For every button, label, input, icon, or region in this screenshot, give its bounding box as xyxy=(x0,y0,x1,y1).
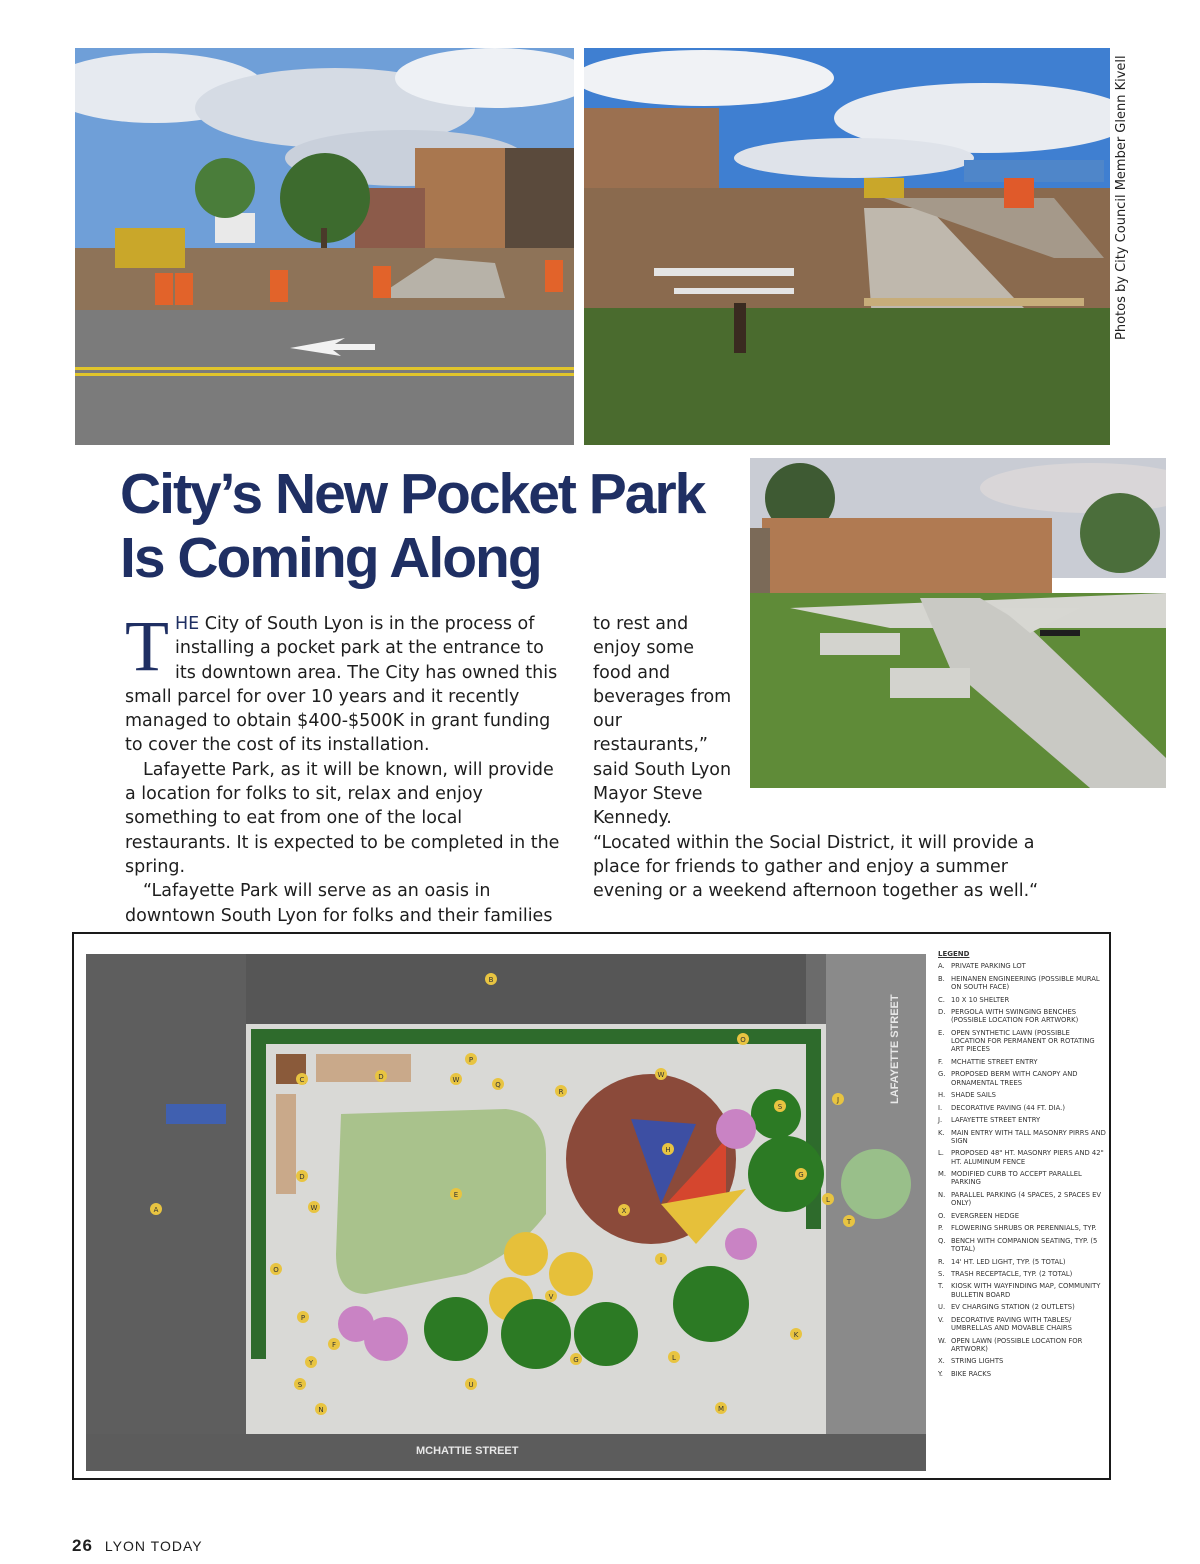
headline-line-1: City’s New Pocket Park xyxy=(120,462,705,526)
legend-key: H. xyxy=(938,1091,946,1100)
legend-title: LEGEND xyxy=(938,950,970,958)
legend-text: MODIFIED CURB TO ACCEPT PARALLEL PARKING xyxy=(951,1170,1082,1187)
paragraph-3: “Lafayette Park will serve as an oasis in downtown South Lyon for folks and their families xyxy=(125,881,553,926)
plan-marker xyxy=(545,1290,557,1302)
paragraph-1 xyxy=(125,606,565,758)
plan-marker-letter: W xyxy=(657,1071,665,1079)
legend-key: A. xyxy=(938,962,945,971)
site-plan-drawing xyxy=(86,954,926,1471)
legend-text: EVERGREEN HEDGE xyxy=(951,1211,1019,1220)
plan-marker-letter: X xyxy=(621,1207,627,1215)
legend-item xyxy=(938,1129,1106,1146)
legend-text: PROPOSED 48" HT. MASONRY PIERS AND 42" HT. ALUMINUM FENCE xyxy=(951,1149,1104,1166)
lead-in: HE xyxy=(174,614,200,634)
legend-item xyxy=(938,996,1106,1004)
paragraph-4: “Located within the Social District, it will provide a place for friends to gather and enjoy a summer evening or a weekend afternoon together as well.“ xyxy=(593,832,1039,902)
plan-marker xyxy=(150,1203,162,1215)
plan-marker-letter: Q xyxy=(495,1081,501,1089)
legend-item xyxy=(938,1104,1106,1112)
plan-marker-letter: W xyxy=(310,1204,318,1212)
legend-key: X. xyxy=(938,1357,945,1366)
construction-photo-site-grading xyxy=(584,48,1110,445)
plan-marker xyxy=(328,1338,340,1350)
legend-key: Y. xyxy=(938,1369,943,1378)
legend-item xyxy=(938,975,1106,992)
legend-text: DECORATIVE PAVING WITH TABLES/ UMBRELLAS AND MOVABLE CHAIRS xyxy=(951,1315,1072,1333)
legend-key: T. xyxy=(938,1282,944,1291)
legend-text: HEINANEN ENGINEERING (POSSIBLE MURAL ON SOUTH FACE) xyxy=(951,974,1100,992)
legend-item xyxy=(938,1224,1106,1232)
plan-marker-letter: G xyxy=(573,1356,579,1364)
plan-marker xyxy=(305,1356,317,1368)
legend-item xyxy=(938,1357,1106,1365)
legend-key: C. xyxy=(938,995,945,1004)
plan-marker-letter: W xyxy=(452,1076,460,1084)
legend-item xyxy=(938,1270,1106,1278)
plan-marker xyxy=(450,1073,462,1085)
legend-item xyxy=(938,1091,1106,1099)
legend-item xyxy=(938,1237,1106,1254)
legend-item xyxy=(938,1116,1106,1124)
legend-text: OPEN LAWN (POSSIBLE LOCATION FOR ARTWORK) xyxy=(951,1336,1083,1353)
plan-marker xyxy=(308,1201,320,1213)
legend-key: G. xyxy=(938,1070,946,1079)
plan-marker xyxy=(450,1188,462,1200)
article-column-1 xyxy=(125,606,565,928)
plan-marker xyxy=(832,1093,844,1105)
legend-text: 14' HT. LED LIGHT, TYP. (5 TOTAL) xyxy=(951,1257,1066,1266)
plan-marker-letter: Y xyxy=(308,1359,314,1367)
legend-item xyxy=(938,1008,1106,1025)
street-label-east: LAFAYETTE STREET xyxy=(889,994,901,1104)
plan-marker-letter: L xyxy=(826,1196,830,1204)
plan-marker xyxy=(655,1253,667,1265)
legend-text: FLOWERING SHRUBS OR PERENNIALS, TYP. xyxy=(951,1224,1097,1233)
plan-marker-letter: J xyxy=(836,1096,840,1104)
plan-marker-letter: R xyxy=(558,1088,564,1096)
plan-marker xyxy=(296,1170,308,1182)
plan-marker-letter: G xyxy=(798,1171,804,1179)
dropcap: T xyxy=(125,606,169,686)
legend-text: BIKE RACKS xyxy=(951,1369,992,1378)
legend-key: O. xyxy=(938,1211,946,1220)
legend-item xyxy=(938,1316,1106,1333)
plan-marker-letter: U xyxy=(468,1381,474,1389)
paragraph-3-continued: to rest and enjoy some food and beverages from our restaurants,” said South Lyon Mayor Steve Kennedy. xyxy=(593,614,732,829)
legend-item xyxy=(938,1370,1106,1378)
legend-text: KIOSK WITH WAYFINDING MAP, COMMUNITY BULLETIN BOARD xyxy=(951,1282,1101,1299)
plan-marker xyxy=(662,1143,674,1155)
plan-marker-letter: S xyxy=(777,1103,783,1111)
plan-marker-letter: P xyxy=(468,1056,474,1064)
legend-key: E. xyxy=(938,1028,945,1037)
photo-credit: Photos by City Council Member Glenn Kivell xyxy=(1114,55,1129,340)
legend-key: V. xyxy=(938,1315,944,1324)
headline-line-2: Is Coming Along xyxy=(120,526,541,590)
legend-key: L. xyxy=(938,1149,944,1158)
plan-marker-letter: H xyxy=(665,1146,671,1154)
legend-item xyxy=(938,1170,1106,1187)
legend-item xyxy=(938,1149,1106,1166)
plan-marker xyxy=(715,1402,727,1414)
legend-text: OPEN SYNTHETIC LAWN (POSSIBLE LOCATION FOR PERMANENT OR ROTATING ART PIECES xyxy=(951,1028,1095,1054)
plan-marker xyxy=(492,1078,504,1090)
legend-text: MAIN ENTRY WITH TALL MASONRY PIRRS AND SIGN xyxy=(951,1128,1106,1145)
legend-text: PRIVATE PARKING LOT xyxy=(951,962,1026,971)
legend-key: W. xyxy=(938,1336,947,1345)
legend-item xyxy=(938,1282,1106,1299)
plan-marker-letter: P xyxy=(300,1314,306,1322)
legend-item xyxy=(938,1337,1106,1354)
legend-key: Q. xyxy=(938,1236,946,1245)
plan-marker-letter: T xyxy=(846,1218,852,1226)
legend-item xyxy=(938,1029,1106,1054)
plan-marker-letter: A xyxy=(153,1206,159,1214)
legend-item xyxy=(938,1212,1106,1220)
legend-key: U. xyxy=(938,1303,946,1312)
plan-marker-letter: C xyxy=(299,1076,305,1084)
plan-marker xyxy=(270,1263,282,1275)
legend-text: PARALLEL PARKING (4 SPACES, 2 SPACES EV ONLY) xyxy=(951,1190,1102,1208)
legend-text: MCHATTIE STREET ENTRY xyxy=(951,1057,1038,1066)
plan-marker xyxy=(668,1351,680,1363)
plan-marker xyxy=(297,1311,309,1323)
legend-key: S. xyxy=(938,1269,945,1278)
plan-marker xyxy=(655,1068,667,1080)
plan-marker xyxy=(843,1215,855,1227)
plan-marker xyxy=(465,1053,477,1065)
legend-key: N. xyxy=(938,1190,946,1199)
legend-item xyxy=(938,1070,1106,1087)
plan-marker xyxy=(822,1193,834,1205)
legend-item xyxy=(938,1058,1106,1066)
plan-marker-letter: B xyxy=(488,976,494,984)
paragraph-2: Lafayette Park, as it will be known, will provide a location for folks to sit, relax and enjoy something to eat from one of the local restaurants. It is expected to be completed in the spring. xyxy=(125,759,560,877)
construction-photo-street-view xyxy=(75,48,574,445)
legend-text: EV CHARGING STATION (2 OUTLETS) xyxy=(951,1303,1075,1312)
plan-marker xyxy=(375,1070,387,1082)
plan-marker xyxy=(465,1378,477,1390)
plan-marker-letter: F xyxy=(331,1341,337,1349)
legend-key: B. xyxy=(938,974,945,983)
legend-key: F. xyxy=(938,1057,943,1066)
legend-key: D. xyxy=(938,1008,946,1017)
legend-list xyxy=(938,962,1106,1378)
plan-marker-letter: I xyxy=(659,1256,663,1264)
article-column-2 xyxy=(593,612,1043,904)
legend-key: J. xyxy=(938,1116,943,1125)
legend-item xyxy=(938,1258,1106,1266)
legend-item xyxy=(938,962,1106,970)
page-footer xyxy=(72,1536,203,1556)
plan-marker-letter: N xyxy=(318,1406,324,1414)
paragraph-1-text: City of South Lyon is in the process of installing a pocket park at the entrance to its downtown area. The City has owned this small parcel for over 10 years and it recently managed to obtain $400-$500K in grant funding to cover the cost of its installation. xyxy=(125,614,558,756)
page-number: 26 xyxy=(72,1536,93,1555)
legend-key: I. xyxy=(938,1103,943,1112)
legend-text: SHADE SAILS xyxy=(951,1091,996,1100)
article-headline xyxy=(120,462,740,590)
plan-marker-letter: M xyxy=(717,1405,725,1413)
plan-marker xyxy=(555,1085,567,1097)
plan-marker xyxy=(485,973,497,985)
legend-item xyxy=(938,1191,1106,1208)
plan-marker-letter: S xyxy=(297,1381,303,1389)
legend-text: PERGOLA WITH SWINGING BENCHES (POSSIBLE LOCATION FOR ARTWORK) xyxy=(951,1008,1079,1025)
plan-marker xyxy=(315,1403,327,1415)
plan-marker-letter: D xyxy=(299,1173,305,1181)
plan-marker xyxy=(570,1353,582,1365)
plan-marker-letter: D xyxy=(378,1073,384,1081)
street-label-south: MCHATTIE STREET xyxy=(416,1445,519,1457)
legend-key: M. xyxy=(938,1170,947,1179)
plan-marker-letter: O xyxy=(740,1036,746,1044)
plan-marker xyxy=(296,1073,308,1085)
legend-text: PROPOSED BERM WITH CANOPY AND ORNAMENTAL TREES xyxy=(951,1070,1078,1087)
legend-key: K. xyxy=(938,1128,945,1137)
site-plan-figure xyxy=(72,932,1111,1480)
legend-text: 10 X 10 SHELTER xyxy=(951,995,1010,1004)
site-plan-legend xyxy=(938,950,1106,1382)
plan-marker xyxy=(790,1328,802,1340)
legend-key: P. xyxy=(938,1224,944,1233)
plan-marker xyxy=(795,1168,807,1180)
plan-marker-letter: E xyxy=(453,1191,459,1199)
publication-name: LYON TODAY xyxy=(104,1538,203,1554)
plan-marker-letter: V xyxy=(548,1293,554,1301)
plan-marker-letter: O xyxy=(273,1266,279,1274)
legend-text: STRING LIGHTS xyxy=(951,1357,1004,1366)
legend-text: LAFAYETTE STREET ENTRY xyxy=(951,1116,1041,1125)
plan-marker xyxy=(618,1204,630,1216)
legend-text: BENCH WITH COMPANION SEATING, TYP. (5 TOTAL) xyxy=(951,1236,1098,1254)
legend-item xyxy=(938,1303,1106,1311)
plan-marker xyxy=(294,1378,306,1390)
plan-marker xyxy=(774,1100,786,1112)
legend-text: DECORATIVE PAVING (44 FT. DIA.) xyxy=(951,1103,1065,1112)
plan-marker xyxy=(737,1033,749,1045)
plan-marker-letter: L xyxy=(672,1354,676,1362)
legend-key: R. xyxy=(938,1257,945,1266)
plan-marker-letter: K xyxy=(793,1331,799,1339)
legend-text: TRASH RECEPTACLE, TYP. (2 TOTAL) xyxy=(951,1269,1073,1278)
